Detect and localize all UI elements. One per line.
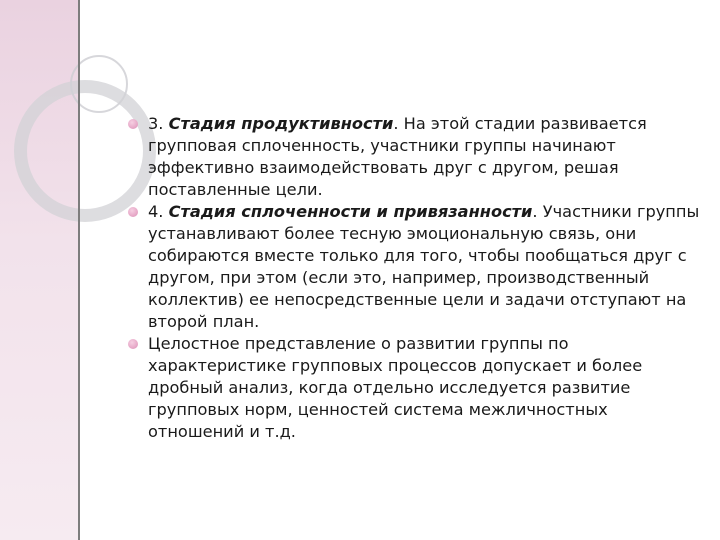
bullet-icon <box>128 207 138 217</box>
divider-line <box>78 0 80 540</box>
item-title-punct: . <box>393 114 399 133</box>
list-item <box>120 201 700 333</box>
item-number: 4. <box>148 202 164 221</box>
item-text: На этой стадии развивается групповая сплоченность, участники группы начинают эффективно взаимодействовать друг с другом, решая поставленные цели. <box>148 114 647 199</box>
item-text: Участники группы устанавливают более тесную эмоциональную связь, они собираются вместе только для того, чтобы пообщаться друг с другом, при этом (если это, например, производственный коллектив) ее непосредственные цели и задачи отступают на второй план. <box>148 202 700 331</box>
bullet-icon <box>128 339 138 349</box>
decorative-side-panel <box>0 0 78 540</box>
item-number: 3. <box>148 114 164 133</box>
slide-body <box>120 113 700 443</box>
list-item <box>120 333 700 443</box>
list-item <box>120 113 700 201</box>
item-title-punct: . <box>532 202 538 221</box>
item-text: Целостное представление о развитии группы по характеристике групповых процессов допускает и более дробный анализ, когда отдельно исследуется развитие групповых норм, ценностей система межличностных отношений и т.д. <box>148 334 643 441</box>
item-title: Стадия продуктивности <box>168 114 394 133</box>
item-title: Стадия сплоченности и привязанности <box>168 202 533 221</box>
bullet-icon <box>128 119 138 129</box>
